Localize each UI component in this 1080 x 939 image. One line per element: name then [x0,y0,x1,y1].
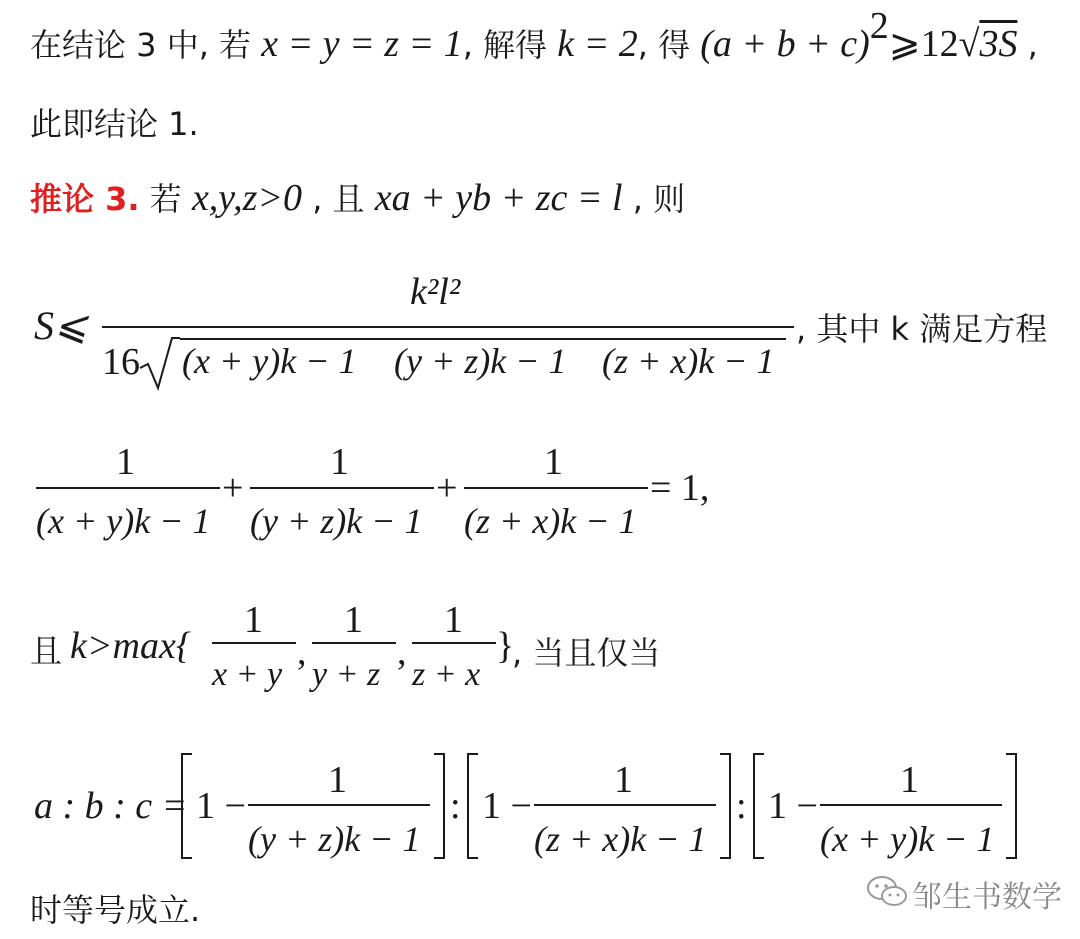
one-minus: 1 − [482,785,532,827]
fraction-bar [36,487,220,489]
numerator: 1 [900,759,919,801]
math-geq: ⩾12 [888,23,959,65]
numerator: 1 [244,599,263,641]
text-segment: , 且 [302,180,375,218]
ratio-lhs: a : b : c = [34,785,188,827]
fraction-bar [248,804,430,806]
denominator: (x + y)k − 1 [820,819,995,859]
denominator-coef: 16 [102,341,140,383]
numerator: 1 [444,599,463,641]
text-segment: 若 [139,180,192,218]
right-bracket-icon [432,752,446,860]
condition-k-max: k>max{ [70,625,192,667]
right-bracket-icon [718,752,732,860]
denominator: (y + z)k − 1 [248,819,421,859]
inequality-lhs: S⩽ [34,303,88,348]
denominator: (z + x)k − 1 [534,819,707,859]
numerator: 1 [544,441,563,483]
numerator: 1 [328,759,347,801]
denominator: (y + z)k − 1 [250,501,423,541]
fraction-bar [464,487,648,489]
condition-prefix: 且 [30,632,63,670]
inequality-numerator: k²l² [410,271,461,313]
denominator: (x + y)k − 1 [36,501,211,541]
plus-sign: + [436,467,458,509]
line-equality-holds: 时等号成立. [30,891,201,929]
numerator: 1 [116,441,135,483]
colon: : [736,785,747,827]
fraction-bar [102,326,794,328]
comma: , [297,631,307,673]
inequality-suffix: , 其中 k 满足方程 [796,310,1048,348]
plus-sign: + [222,467,244,509]
denominator: x + y [212,656,283,693]
fraction-bar [820,804,1002,806]
sqrt-icon: √ [958,23,980,65]
numerator: 1 [344,599,363,641]
left-bracket-icon [180,752,194,860]
comma: , [397,631,407,673]
denom-term: (z + x)k − 1 [602,341,775,381]
wechat-bubble-icon [866,874,908,910]
close-brace: } [496,625,515,667]
numerator: 1 [330,441,349,483]
one-minus: 1 − [768,785,818,827]
denominator: z + x [412,656,481,693]
line-conclusion-3 [30,5,1038,65]
equation-rhs: = 1, [650,467,710,509]
math-constraint: xa + yb + zc = l [374,177,623,219]
text-segment: , 解得 [462,26,558,64]
denom-term: (x + y)k − 1 [182,341,357,381]
colon: : [450,785,461,827]
right-bracket-icon [1004,752,1018,860]
line-corollary-3 [30,178,685,219]
fraction-bar [412,642,496,644]
numerator: 1 [614,759,633,801]
math-k: k = 2 [557,23,638,65]
text-segment: 在结论 3 中, 若 [30,26,262,64]
text-segment: , 则 [622,180,686,218]
fraction-bar [212,642,296,644]
one-minus: 1 − [196,785,246,827]
fraction-bar [250,487,434,489]
corollary-label: 推论 3. [30,180,140,218]
denominator: (z + x)k − 1 [464,501,637,541]
watermark-text: 邹生书数学 [912,880,1062,915]
condition-suffix: , 当且仅当 [512,634,661,672]
line-conclusion-1: 此即结论 1. [30,105,199,143]
left-bracket-icon [752,752,766,860]
exponent: 2 [869,5,889,47]
left-bracket-icon [466,752,480,860]
text-segment: , 得 [637,26,701,64]
math-3s: 3S [979,23,1018,65]
text-segment: , [1017,26,1038,64]
math-positive: x,y,z>0 [191,177,303,219]
fraction-bar [534,804,716,806]
fraction-bar [312,642,396,644]
denom-term: (y + z)k − 1 [394,341,567,381]
math-abc: (a + b + c) [700,23,870,65]
math-xyz: x = y = z = 1 [261,23,463,65]
sqrt-icon [140,336,180,392]
denominator: y + z [312,656,381,693]
